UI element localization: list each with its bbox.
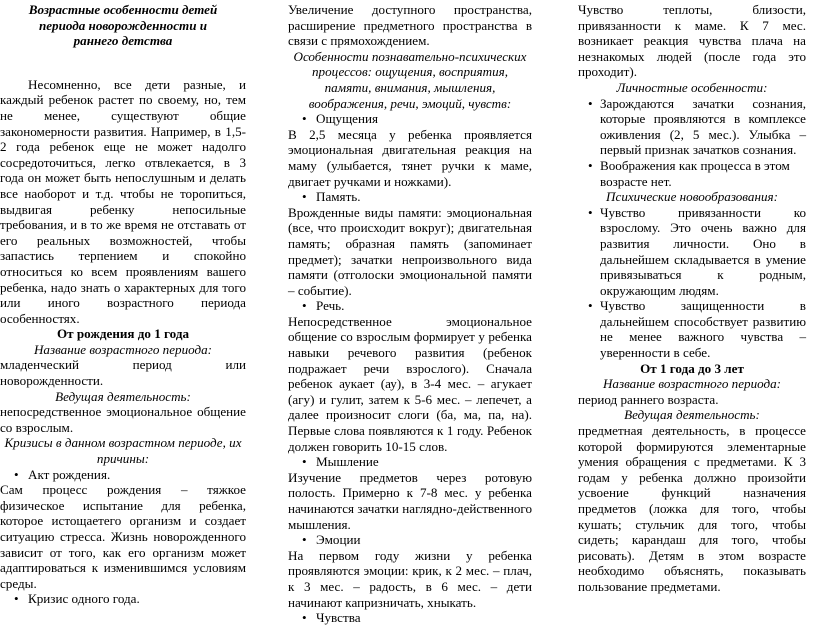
bullet-attachment: • Чувство привязанности ко взрослому. Это очень важно для развития личности. Оно в дальнейшем складывается в умение привязываться к родным, окружающим людям. xyxy=(578,205,806,299)
emotions-paragraph: На первом году жизни у ребенка проявляются эмоции: крик, к 2 мес. – плач, к 3 мес. – радость, в 6 мес. – дети начинают капризничать, хныкать. xyxy=(288,547,532,610)
bullet-birth: • Акт рождения. xyxy=(0,467,246,483)
period-name-label: Название возрастного периода: xyxy=(33,341,213,357)
bullet-speech: • Речь. xyxy=(288,298,532,314)
column-1 xyxy=(0,2,246,607)
leading-activity-label: Ведущая деятельность: xyxy=(55,388,191,404)
column-2 xyxy=(288,2,532,626)
bullet-crisis-one-year: • Кризис одного года. xyxy=(0,591,246,607)
bullet-emotions: • Эмоции xyxy=(288,532,532,548)
personality-label: Личностные особенности: xyxy=(616,79,768,95)
speech-paragraph: Непосредственное эмоциональное общение со взрослым формирует у ребенка навыки речевого развития (ребенок подражает речи взрослого). Сначала ребенок аукает (ау), в 3-4 мес. – агукает (агу) и гулит, затем к 5-6 мес. – лепечет, а далее произносит слоги (ба, ма, па, на). Первые слова появляются к 1 году. Ребенок должен говорить 10-15 слов. xyxy=(288,313,532,454)
bullet-consciousness: • Зарождаются зачатки сознания, которые проявляются в комплексе оживления (2, 5 мес.). Улыбка – первый признак зачатков сознания. xyxy=(578,96,806,158)
period-name-label-2: Название возрастного периода: xyxy=(602,376,782,392)
section-heading-birth-to-1: От рождения до 1 года xyxy=(57,326,189,342)
bullet-feelings: • Чувства xyxy=(288,610,532,626)
intro-paragraph: Несомненно, все дети разные, и каждый ребенок растет по своему, но, тем не менее, существуют общие закономерности развития. Например, в 1,5-2 года ребенок еще не может надолго сосредоточиться, легко отвлекается, в 3 года он может быть непослушным и делать все наоборот и т.д. чтобы не торопиться, выдвигая ребенку непосильные требования, и в то же время не отставать от его реальных возможностей, чтобы запастись терпением и спокойно относиться ко всем проявлениям вашего ребенка, надо знать о характерных для того или иного возрастного периода особенностях. xyxy=(0,76,246,326)
period-name-text-2: период раннего возраста. xyxy=(578,391,719,407)
bullet-sensations: • Ощущения xyxy=(288,111,532,127)
column-3 xyxy=(578,2,806,595)
bullet-security: • Чувство защищенности в дальнейшем способствует развитию не менее важного чувства – уверенности в себе. xyxy=(578,298,806,360)
cognitive-processes-label: Особенности познавательно-психических процессов: ощущения, восприятия, памяти, внимания, мышления, воображения, речи, эмоций, чувств: xyxy=(293,48,527,111)
section-heading-1-to-3: От 1 года до 3 лет xyxy=(640,360,744,376)
leading-activity-label-2: Ведущая деятельность: xyxy=(624,407,760,423)
bullet-thinking: • Мышление xyxy=(288,454,532,470)
space-paragraph: Увеличение доступного пространства, расширение предметного пространства в связи с прямохождением. xyxy=(288,2,532,49)
new-formations-label: Психические новообразования: xyxy=(606,189,778,205)
bullet-memory: • Память. xyxy=(288,189,532,205)
birth-paragraph: Сам процесс рождения – тяжкое физическое испытание для ребенка, которое истощаетего организм и создает ситуацию стресса. Жизнь новорожденного зависит от того, как его организм может адаптироваться к изменившимся условиям среды. xyxy=(0,482,246,591)
leading-activity-text-2: предметная деятельность, в процессе которой формируются элементарные умения обращения с предметами. К 3 годам у ребенка должно произойти усвоение функций назначения предметов (ложка для того, чтобы кушать; стульчик для того, чтобы сидеть; карандаш для того, чтобы рисовать). Детям в этом возрасте необходимо объяснять, показывать пользование предметами. xyxy=(578,423,806,594)
memory-paragraph: Врожденные виды памяти: эмоциональная (все, что происходит вокруг); двигательная память; образная память (запоминает предмет); зачатки непроизвольного вида памяти (отголоски эмоциональной памяти – событие). xyxy=(288,204,532,298)
leading-activity-text: непосредственное эмоциональное общение со взрослым. xyxy=(0,404,246,435)
bullet-imagination: • Воображения как процесса в этом возрасте нет. xyxy=(578,158,806,189)
feelings-paragraph: Чувство теплоты, близости, привязанности к маме. К 7 мес. возникает реакция чувства плача на незнакомых людей (после года это проходит). xyxy=(578,2,806,80)
sensations-paragraph: В 2,5 месяца у ребенка проявляется эмоциональная двигательная реакция на маму (улыбается, тянет ручки к маме, двигает ручками и ножками). xyxy=(288,126,532,189)
thinking-paragraph: Изучение предметов через ротовую полость. Примерно к 7-8 мес. у ребенка начинаются зачатки наглядно-действенного мышления. xyxy=(288,469,532,532)
period-name-text: младенческий период или новорожденности. xyxy=(0,357,246,389)
crises-label: Кризисы в данном возрастном периоде, их причины: xyxy=(4,435,242,467)
leaflet-title: Возрастные особенности детей периода новорожденности и раннего детства xyxy=(28,2,218,49)
